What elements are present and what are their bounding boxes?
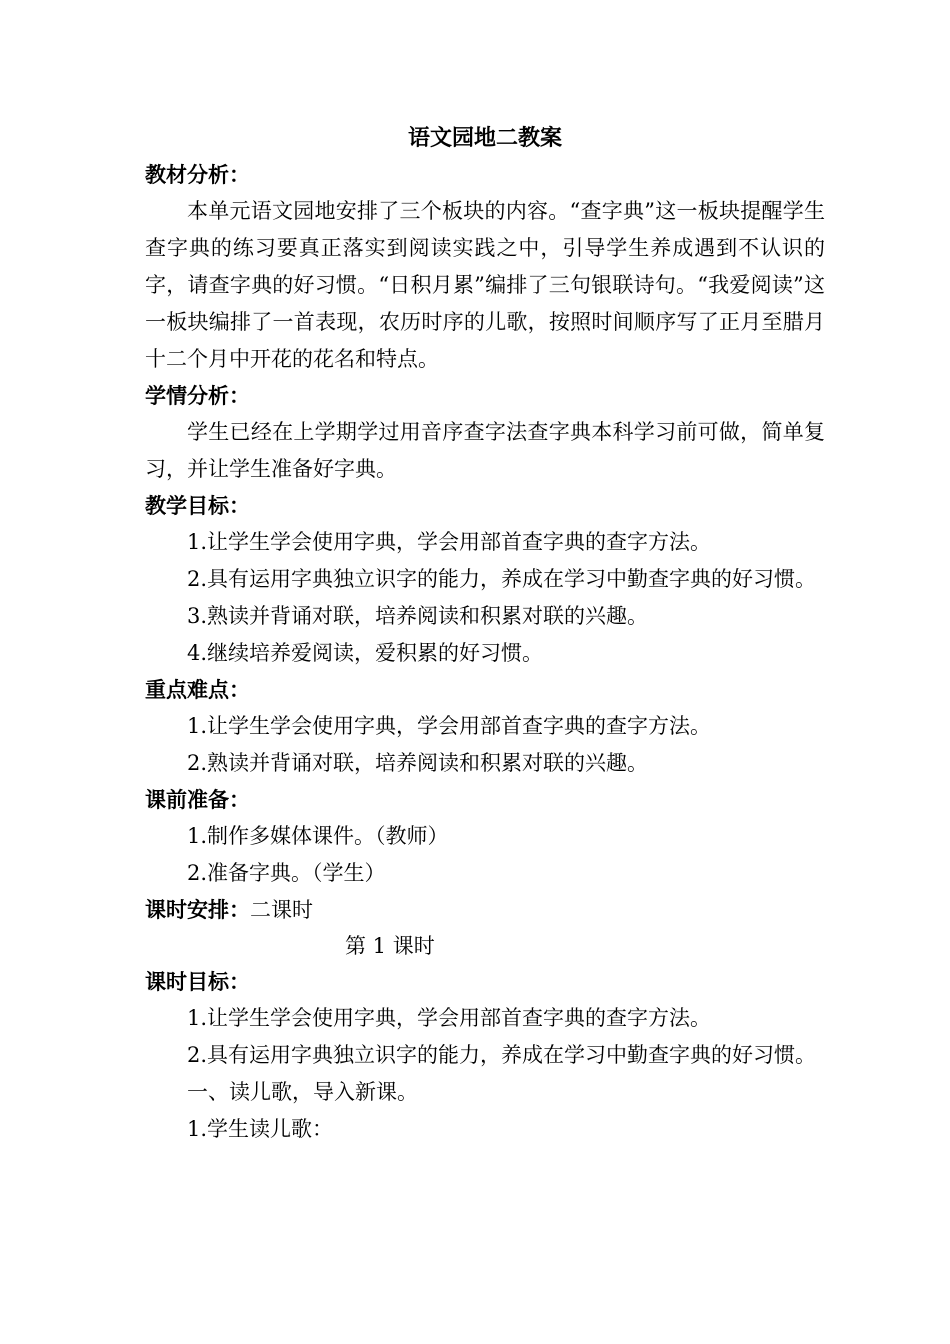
document-title: 语文园地二教案 (407, 126, 562, 151)
lesson-title: 第 1 课时 (345, 934, 435, 958)
students-paragraph: 学生已经在上学期学过用音序查字法查字典本科学习前可做，简单复习，并让学生准备好字典。 (145, 420, 825, 481)
schedule-row (145, 892, 825, 928)
preparation-item: 1.制作多媒体课件。（教师） (187, 824, 449, 848)
heading-goals: 教学目标： (145, 494, 250, 518)
key-point-item: 1.让学生学会使用字典，学会用部首查字典的查字方法。 (187, 714, 712, 738)
key-point-item: 2.熟读并背诵对联，培养阅读和积累对联的兴趣。 (187, 751, 649, 775)
analysis-paragraph: 本单元语文园地安排了三个板块的内容。“查字典”这一板块提醒学生查字典的练习要真正落实到阅读实践之中，引导学生养成遇到不认识的字，请查字典的好习惯。“日积月累”编排了三句银联诗句。“我爱阅读”这一板块编排了一首表现，农历时序的儿歌，按照时间顺序写了正月至腊月十二个月中开花的花名和特点。 (145, 199, 825, 371)
document-body (145, 121, 825, 1148)
heading-lesson-goals: 课时目标： (145, 970, 250, 994)
lesson-goal-item: 1.让学生学会使用字典，学会用部首查字典的查字方法。 (187, 1006, 712, 1030)
heading-preparation: 课前准备： (145, 788, 250, 812)
goal-item: 4.继续培养爱阅读，爱积累的好习惯。 (187, 641, 544, 665)
heading-students: 学情分析： (145, 384, 250, 408)
heading-analysis: 教材分析： (145, 163, 250, 187)
goal-item: 2.具有运用字典独立识字的能力，养成在学习中勤查字典的好习惯。 (187, 567, 817, 591)
schedule-label: 课时安排： (145, 898, 250, 922)
lesson-step-item: 1.学生读儿歌： (187, 1117, 334, 1141)
goal-item: 1.让学生学会使用字典，学会用部首查字典的查字方法。 (187, 530, 712, 554)
lesson-step-item: 一、读儿歌，导入新课。 (187, 1080, 418, 1104)
schedule-value: 二课时 (250, 898, 313, 922)
lesson-goal-item: 2.具有运用字典独立识字的能力，养成在学习中勤查字典的好习惯。 (187, 1043, 817, 1067)
goal-item: 3.熟读并背诵对联，培养阅读和积累对联的兴趣。 (187, 604, 649, 628)
preparation-item: 2.准备字典。（学生） (187, 861, 386, 885)
heading-key-points: 重点难点： (145, 678, 250, 702)
